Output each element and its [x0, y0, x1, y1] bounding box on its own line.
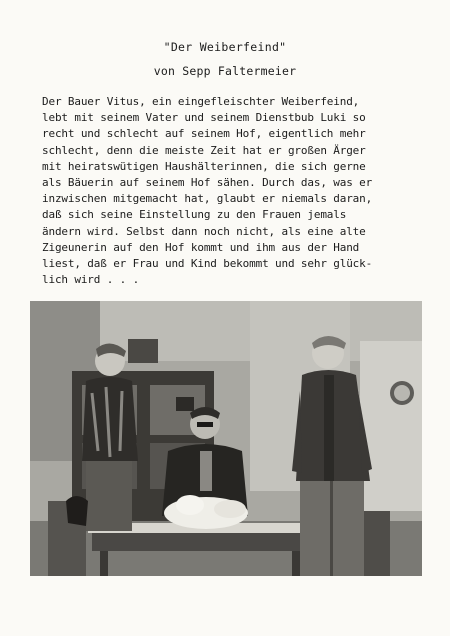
synopsis-line: als Bäuerin auf seinem Hof sähen. Durch das, was er: [42, 176, 373, 190]
synopsis-line: mit heiratswütigen Haushälterinnen, die sich gerne: [42, 159, 366, 173]
play-title: "Der Weiberfeind": [163, 40, 287, 54]
synopsis-line: schlecht, denn die meiste Zeit hat er großen Ärger: [42, 143, 366, 157]
synopsis-line: Zigeunerin auf den Hof kommt und ihm aus der Hand: [42, 240, 360, 254]
synopsis-line: liest, daß er Frau und Kind bekommt und sehr glück-: [42, 257, 373, 271]
stage-scene-photo: [30, 301, 422, 576]
synopsis-line: recht und schlecht auf seinem Hof, eigentlich mehr: [42, 127, 366, 141]
synopsis-line: Der Bauer Vitus, ein eingefleischter Weiberfeind,: [42, 95, 360, 108]
synopsis-line: ändern wird. Selbst dann noch nicht, als eine alte: [42, 224, 366, 238]
synopsis-line: lich wird . . .: [42, 273, 140, 287]
synopsis-line: inzwischen mitgemacht hat, glaubt er niemals daran,: [42, 192, 373, 206]
synopsis-line: daß sich seine Einstellung zu den Frauen jemals: [42, 208, 347, 222]
synopsis-line: lebt mit seinem Vater und seinem Dienstbub Luki so: [42, 111, 366, 125]
synopsis-paragraph: [42, 94, 422, 288]
author-line: von Sepp Faltermeier: [153, 64, 297, 78]
